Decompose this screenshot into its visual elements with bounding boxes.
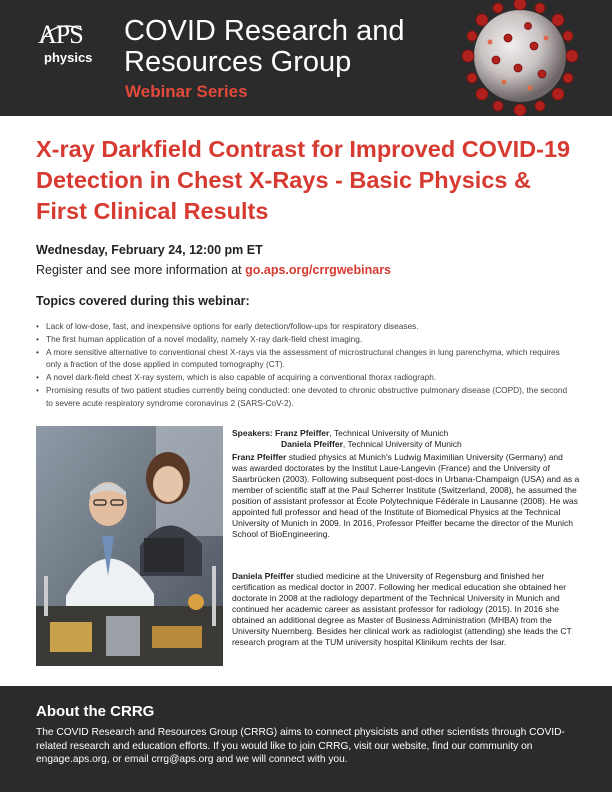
speakers-photo-illustration [36, 426, 223, 666]
topics-list [36, 320, 576, 410]
topic-item: • Lack of low-dose, fast, and inexpensive options for early detection/follow-ups for respiratory diseases. [36, 320, 576, 333]
speaker-bio [232, 571, 580, 648]
logo-aps-text: APS [38, 20, 83, 49]
speakers-block [232, 428, 580, 450]
topic-item: • Promising results of two patient studies currently being conducted: one devoted to chronic obstructive pulmonary disease (COPD), the second to severe acute respiratory syndrome coronavirus 2 (SARS-CoV-2). [36, 384, 576, 410]
speaker-row [232, 428, 580, 439]
about-footer [0, 686, 612, 792]
bio-text: studied medicine at the University of Regensburg and finished her certification as medical doctor in 2007. Following her medical education she obtained her doctorate in 2008 at the radiology department of the Technical University in Munich and continued her academic career as assistant professor for radiology (2015). In 2016 she obtained an additional degree as Master of Business Administration (MHBA) from the University Nuernberg. Besides her clinical work as radiologist (attending) she leads the CT research program at the TUM university hospital Klinikum rechts der Isar. [232, 571, 572, 647]
speaker-affiliation: , Technical University of Munich [342, 439, 462, 449]
bio-text: studied physics at Munich's Ludwig Maximilian University (Germany) and was awarded doctorates by the Institut Laue-Langevin (France) and the University of Saarbrücken (2003). Following subsequent post-docs in Urbana-Champaign (USA) and as a member of scientific staff at the Paul Scherrer Institute (Switzerland, 2008), he assumed the position of assistant professor at École Polytechnique Fédérale in Lausanne (2008). He was appointed full professor and head of the Institute of Biomedical Physics at the Technical University of Munich in 2009. In 2016, Professor Pfeiffer became the director of the Munich School of BioEngineering. [232, 452, 580, 539]
topic-item: • A more sensitive alternative to conventional chest X-rays via the assessment of microstructural changes in lung parenchyma, which requires only a fraction of the dose applied in computed tomography (CT). [36, 346, 576, 372]
bio-name: Franz Pfeiffer [232, 452, 287, 462]
logo-physics-text: physics [44, 50, 93, 65]
topic-item: • A novel dark-field chest X-ray system, which is also capable of acquiring a conventional thorax radiograph. [36, 371, 576, 384]
webinar-title: X-ray Darkfield Contrast for Improved COVID-19 Detection in Chest X-Rays - Basic Physics & First Clinical Results [36, 136, 571, 224]
bio-name: Daniela Pfeiffer [232, 571, 294, 581]
topics-heading: Topics covered during this webinar: [36, 294, 250, 308]
coronavirus-icon [448, 0, 590, 116]
speaker-affiliation: , Technical University of Munich [329, 428, 449, 438]
register-link[interactable]: go.aps.org/crrgwebinars [245, 263, 392, 277]
speaker-name: Franz Pfeiffer [275, 428, 330, 438]
group-title: COVID Research and Resources Group [124, 15, 405, 78]
series-subtitle: Webinar Series [125, 82, 248, 101]
webinar-date: Wednesday, February 24, 12:00 pm ET [36, 243, 263, 257]
header-banner [0, 0, 612, 116]
speaker-row [232, 439, 580, 450]
speaker-name: Daniela Pfeiffer [281, 439, 343, 449]
about-title: About the CRRG [36, 703, 155, 720]
speaker-bio [232, 452, 580, 540]
speakers-photo [36, 426, 223, 666]
aps-physics-logo[interactable] [38, 20, 100, 72]
register-text: Register and see more information at [36, 263, 246, 277]
topic-item: • The first human application of a novel modality, namely X-ray dark-field chest imaging. [36, 333, 576, 346]
register-line [36, 263, 391, 277]
speakers-label: Speakers: [232, 428, 273, 438]
about-text: The COVID Research and Resources Group (CRRG) aims to connect physicists and other scientists through COVID-related research and education efforts. If you would like to join CRRG, visit our website, find our community on engage.aps.org, or email crrg@aps.org and we will connect with you. [36, 727, 565, 765]
